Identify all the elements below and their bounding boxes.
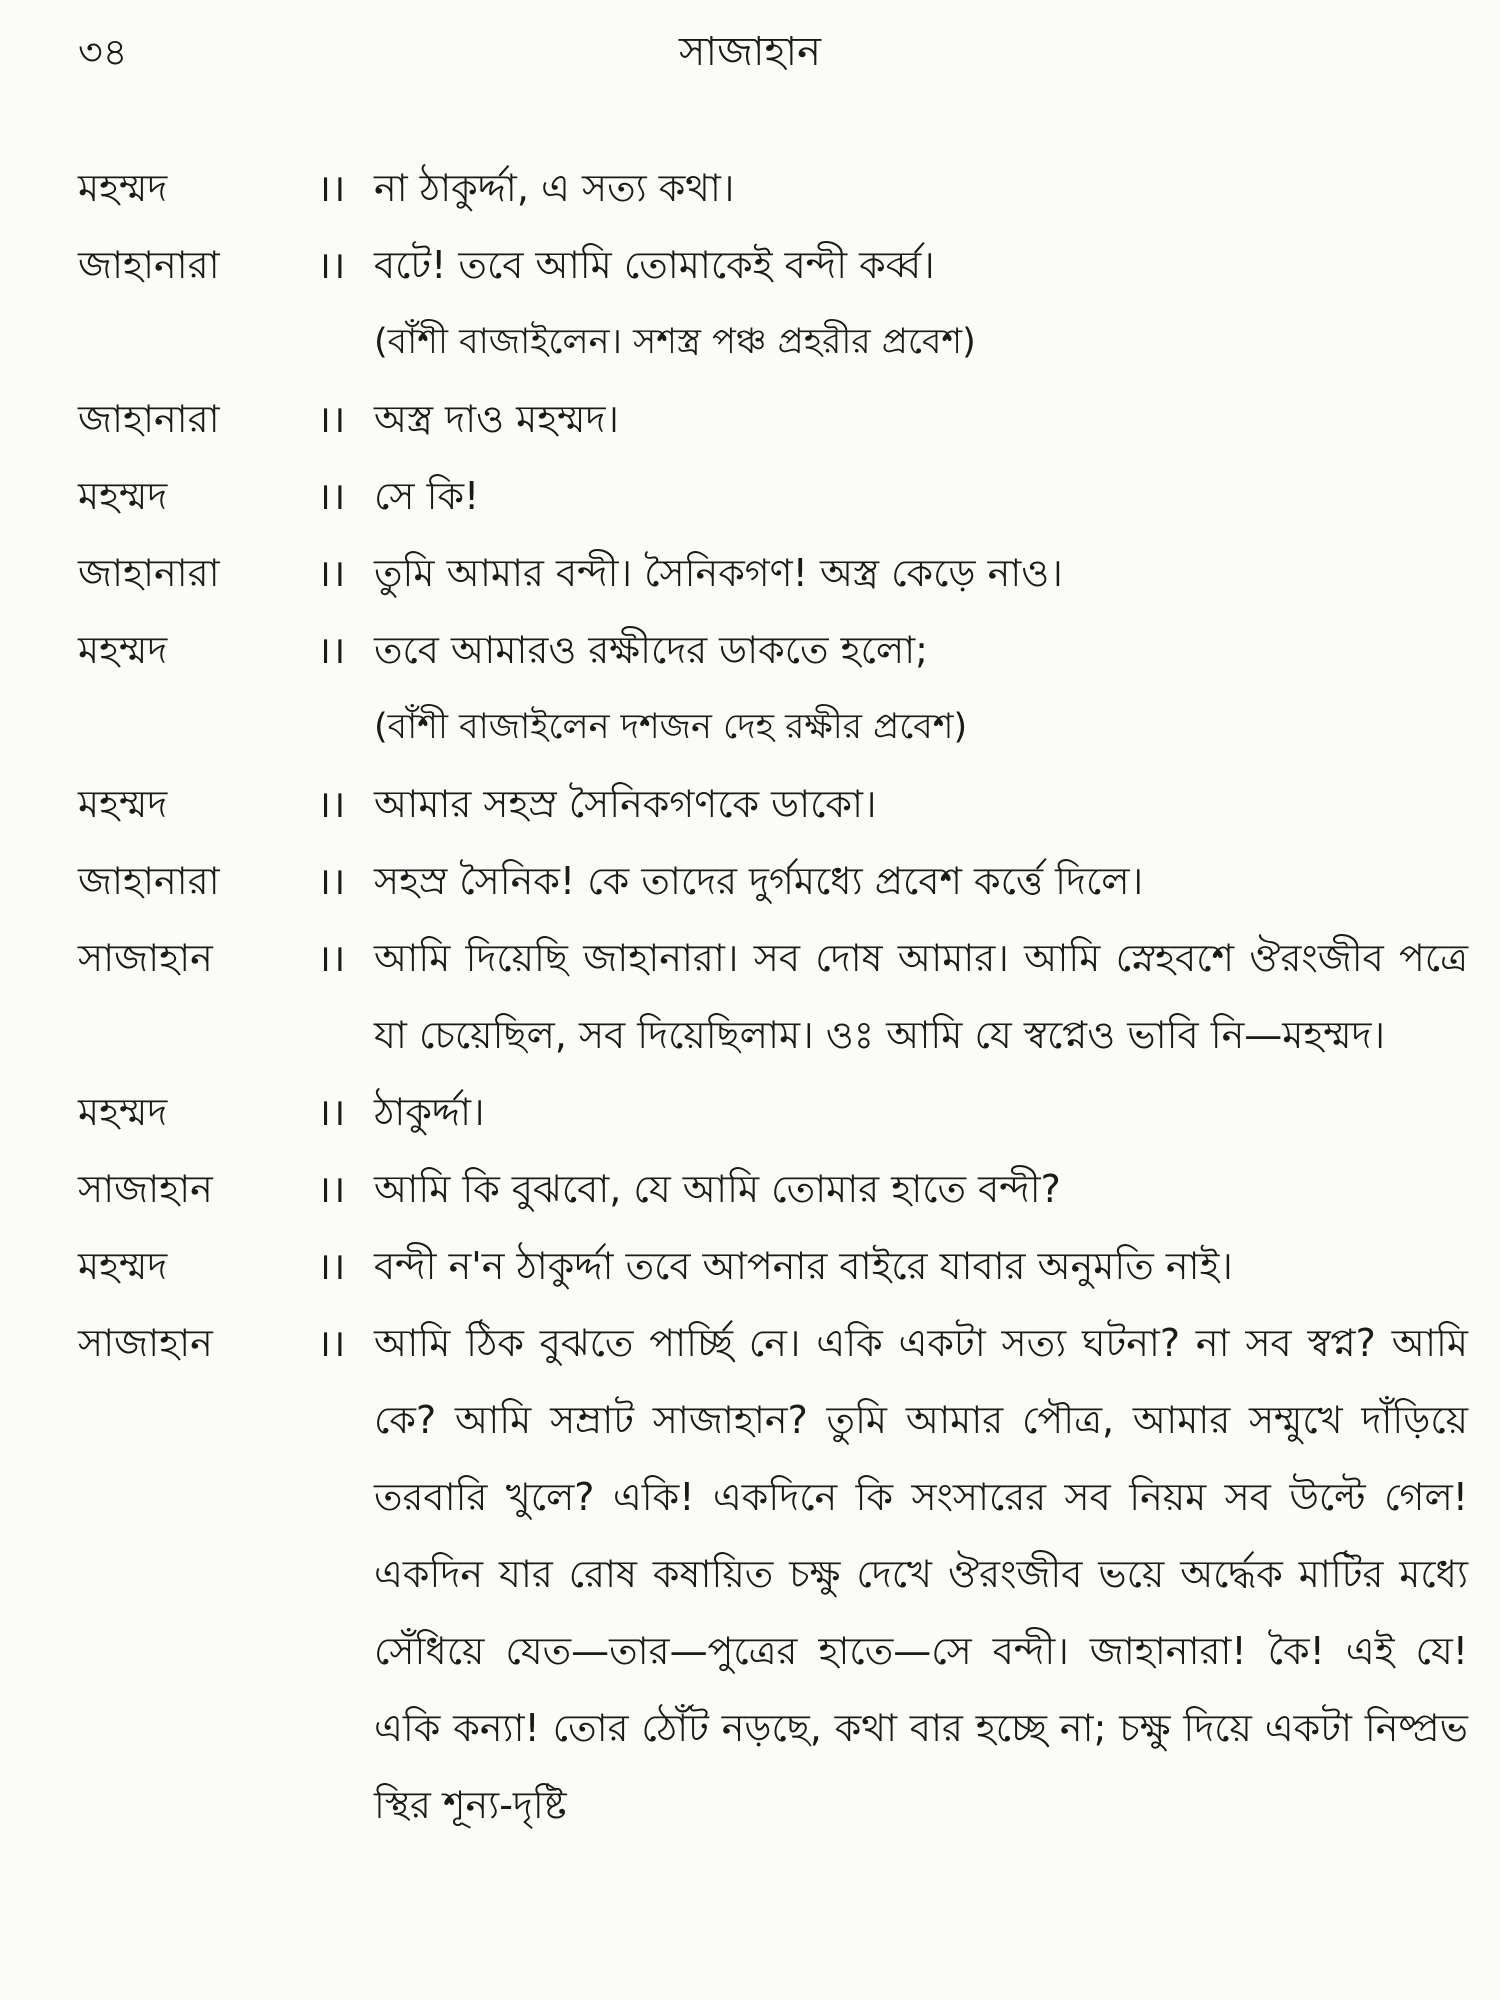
speaker-name: মহম্মদ	[78, 1244, 168, 1288]
dialogue-text: আমি কি বুঝবো, যে আমি তোমার হাতে বন্দী?	[374, 1167, 1061, 1211]
speaker-name: মহম্মদ	[78, 1090, 168, 1134]
dialogue-line	[78, 843, 1468, 920]
speaker-name: সাজাহান	[78, 1167, 213, 1211]
speaker-name: জাহানারা	[78, 551, 220, 595]
stage-direction	[78, 689, 1468, 766]
dialogue-line	[78, 1074, 1468, 1151]
speaker-separator: ।।	[316, 628, 346, 672]
dialogue-line	[78, 227, 1468, 304]
dialogue-line	[78, 612, 1468, 689]
speaker-separator: ।।	[316, 474, 346, 518]
speaker-separator: ।।	[316, 166, 346, 210]
dialogue-line	[78, 1305, 1468, 1844]
speaker-name	[78, 689, 288, 766]
speaker-name: জাহানারা	[78, 243, 220, 287]
speaker-separator: ।।	[316, 936, 346, 980]
dialogue-text: অস্ত্র দাও মহম্মদ।	[374, 397, 619, 441]
speaker-separator: ।।	[316, 1167, 346, 1211]
dialogue-text: আমি দিয়েছি জাহানারা। সব দোষ আমার। আমি স্নেহবশে ঔরংজীব পত্রে যা চেয়েছিল, সব দিয়েছিলাম। ওঃ আমি যে স্বপ্নেও ভাবি নি—মহম্মদ।	[374, 936, 1468, 1057]
dialogue-line	[78, 920, 1468, 1074]
speaker-name	[78, 304, 288, 381]
dialogue-text: আমার সহস্র সৈনিকগণকে ডাকো।	[374, 782, 877, 826]
speaker-separator: ।।	[316, 551, 346, 595]
speaker-name: মহম্মদ	[78, 628, 168, 672]
speaker-name: সাজাহান	[78, 936, 213, 980]
dialogue-text: সে কি!	[374, 474, 480, 518]
dialogue-text: না ঠাকুর্দ্দা, এ সত্য কথা।	[374, 166, 735, 210]
dialogue-text: বটে! তবে আমি তোমাকেই বন্দী কর্ব্ব।	[374, 243, 935, 287]
speaker-separator: ।।	[316, 397, 346, 441]
page-number: ৩৪	[78, 30, 128, 74]
speaker-name: জাহানারা	[78, 397, 220, 441]
speaker-name: মহম্মদ	[78, 474, 168, 518]
speaker-name: মহম্মদ	[78, 782, 168, 826]
dialogue-line	[78, 766, 1468, 843]
dialogue-line	[78, 458, 1468, 535]
speaker-separator: ।।	[316, 1090, 346, 1134]
speaker-separator	[288, 689, 374, 766]
speaker-separator: ।।	[316, 859, 346, 903]
speaker-separator: ।।	[316, 1321, 346, 1365]
dialogue-line	[78, 381, 1468, 458]
dialogue-text: সহস্র সৈনিক! কে তাদের দুর্গমধ্যে প্রবেশ কর্ত্তে দিলে।	[374, 859, 1144, 903]
dialogue-block	[78, 150, 1468, 1844]
dialogue-text: তবে আমারও রক্ষীদের ডাকতে হলো;	[374, 628, 928, 672]
stage-direction-text: (বাঁশী বাজাইলেন। সশস্ত্র পঞ্চ প্রহরীর প্রবেশ)	[374, 322, 976, 362]
stage-direction-text: (বাঁশী বাজাইলেন দশজন দেহ রক্ষীর প্রবেশ)	[374, 707, 968, 747]
speaker-separator: ।।	[316, 782, 346, 826]
running-title: সাজাহান	[679, 29, 821, 75]
dialogue-line	[78, 150, 1468, 227]
speaker-name: সাজাহান	[78, 1321, 213, 1365]
dialogue-text: ঠাকুর্দ্দা।	[374, 1090, 485, 1134]
speaker-name: মহম্মদ	[78, 166, 168, 210]
stage-direction	[78, 304, 1468, 381]
dialogue-text: বন্দী ন'ন ঠাকুর্দ্দা তবে আপনার বাইরে যাবার অনুমতি নাই।	[374, 1244, 1233, 1288]
speaker-separator	[288, 304, 374, 381]
dialogue-text: আমি ঠিক বুঝতে পার্চ্ছি নে। একি একটা সত্য ঘটনা? না সব স্বপ্ন? আমি কে? আমি সম্রাট সাজাহান? তুমি আমার পৌত্র, আমার সম্মুখে দাঁড়িয়ে তরবারি খুলে? একি! একদিনে কি সংসারের সব নিয়ম সব উল্টে গেল! একদিন যার রোষ কষায়িত চক্ষু দেখে ঔরংজীব ভয়ে অর্দ্ধেক মাটির মধ্যে সেঁধিয়ে যেত—তার—পুত্রের হাতে—সে বন্দী। জাহানারা! কৈ! এই যে! একি কন্যা! তোর ঠোঁট নড়ছে, কথা বার হচ্ছে না; চক্ষু দিয়ে একটা নিষ্প্রভ স্থির শূন্য-দৃষ্টি	[374, 1321, 1468, 1827]
dialogue-line	[78, 1228, 1468, 1305]
speaker-separator: ।।	[316, 1244, 346, 1288]
dialogue-text: তুমি আমার বন্দী। সৈনিকগণ! অস্ত্র কেড়ে নাও।	[374, 551, 1063, 595]
speaker-name: জাহানারা	[78, 859, 220, 903]
dialogue-line	[78, 535, 1468, 612]
dialogue-line	[78, 1151, 1468, 1228]
speaker-separator: ।।	[316, 243, 346, 287]
